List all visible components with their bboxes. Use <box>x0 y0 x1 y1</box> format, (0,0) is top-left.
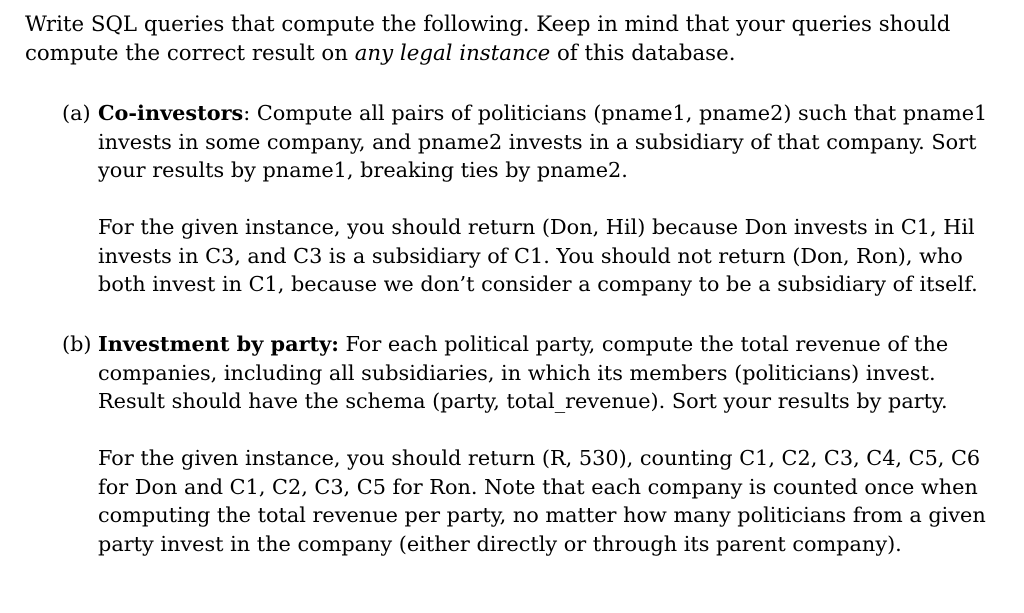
part-a-statement <box>62 99 992 185</box>
question-part-a <box>62 99 992 299</box>
intro-text-start: Write SQL queries that compute the following. Keep in mind that your queries should compute the correct result on <box>25 12 951 66</box>
part-a-description: : Compute all pairs of politicians (pname1, pname2) such that pname1 invests in some company, and pname2 invests in a subsidiary of that company. Sort your results by pname1, breaking ties by pname2. <box>98 101 988 182</box>
part-b-term: Investment by party: <box>98 331 339 356</box>
intro-paragraph <box>25 10 1010 68</box>
intro-emphasis: any legal instance <box>354 41 551 66</box>
part-b-example-note: For the given instance, you should return (R, 530), counting C1, C2, C3, C4, C5, C6 for Don and C1, C2, C3, C5 for Ron. Note that each company is counted once when computing the total revenue per party, no matter how many politicians from a given party invest in the company (either directly or through its parent company). <box>98 446 986 556</box>
question-part-b <box>62 330 992 558</box>
intro-text-end: of this database. <box>550 41 736 66</box>
part-a-marker: (a) <box>62 101 91 125</box>
part-b-statement <box>62 330 992 416</box>
part-b-marker: (b) <box>62 332 92 356</box>
part-b-description: For each political party, compute the total revenue of the companies, including all subsidiaries, in which its members (politicians) invest. Result should have the schema (party, total_revenue). Sort your results by party. <box>98 332 949 413</box>
part-a-example-note: For the given instance, you should return (Don, Hil) because Don invests in C1, Hil invests in C3, and C3 is a subsidiary of C1. You should not return (Don, Ron), who both invest in C1, because we don’t consider a company to be a subsidiary of itself. <box>98 215 978 296</box>
part-a-term: Co-investors <box>98 100 244 125</box>
